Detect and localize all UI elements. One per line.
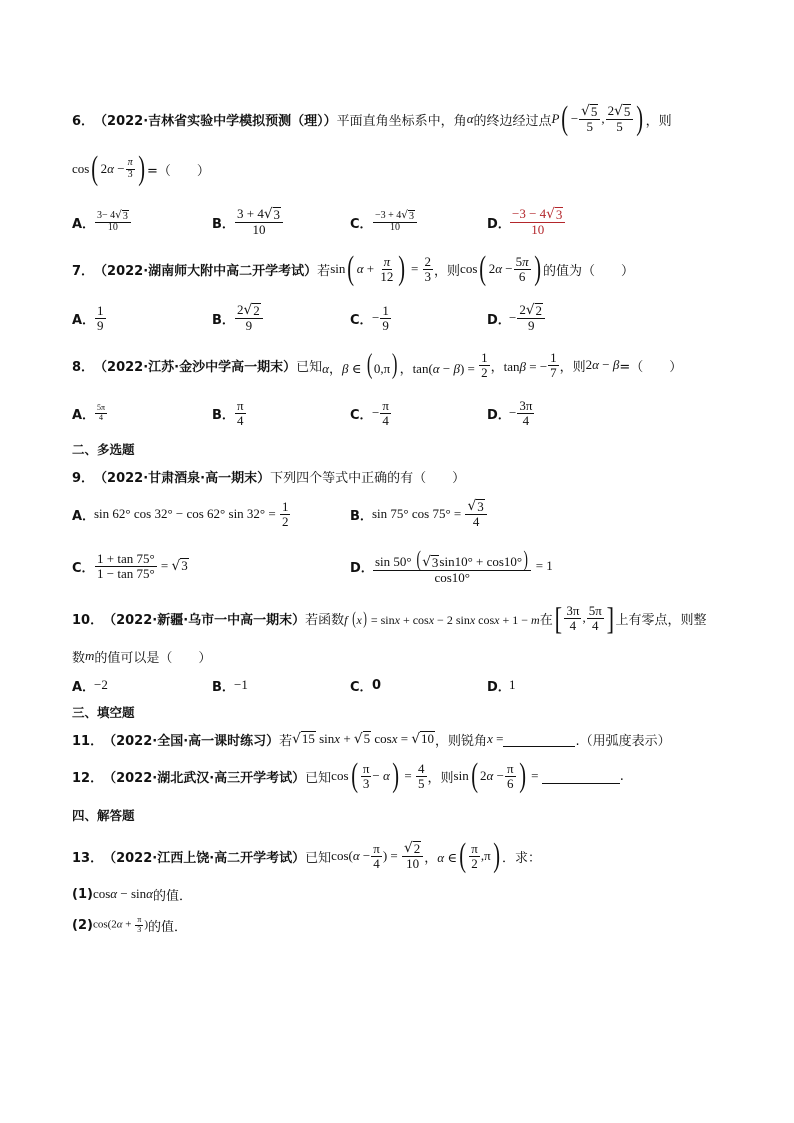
q10-stem	[72, 600, 706, 636]
q8-expr: 2α − β	[585, 357, 620, 372]
option-label: D．	[487, 216, 511, 232]
q12-answer-blank[interactable]	[542, 769, 620, 784]
q7-paren-close: )	[398, 250, 406, 287]
q10-bracket-open: [	[554, 600, 562, 636]
option-label: C．	[72, 560, 95, 576]
q6-option-c-value: −3 + 4 √ 3 10	[373, 210, 417, 234]
q8-text: 已知	[296, 359, 323, 375]
option-label: B．	[212, 312, 235, 328]
q8-number: 8．	[72, 359, 95, 375]
q13-source: （2022·江西上饶·高二开学考试）	[103, 850, 306, 866]
q10-line2b: 的值可以是（ ）	[94, 650, 212, 666]
q12-cos: cos	[331, 768, 349, 783]
option-label: B．	[212, 216, 235, 232]
q7-option-c-minus: −	[372, 310, 380, 325]
q9-option-d-fraction: sin 50° ( √ 3 sin10° + cos10°) cos10°	[373, 548, 531, 585]
option-label: D．	[350, 560, 374, 576]
q6-point-x: √ 5 5	[579, 104, 600, 134]
q13-equals: ) =	[382, 848, 402, 863]
section-multi-choice: 二、多选题	[72, 442, 135, 457]
q13-sub2-expr: cos(2α + $\frac{\pi}{3}$ )	[92, 915, 148, 934]
q11-source: （2022·全国·高一课时练习）	[103, 733, 280, 749]
q7-cos: cos	[460, 261, 478, 276]
q9-option-a-value: $\frac{1}{2}$	[281, 498, 289, 529]
q7-option-a-value: $\frac{1}{9}$	[97, 302, 104, 333]
option-label: A．	[72, 312, 96, 328]
option-label: B．	[350, 508, 373, 524]
q7-sin: sin	[330, 261, 346, 276]
q9-option-b[interactable]	[350, 496, 488, 532]
q6-option-a-value: 3− 4 √ 3 10	[95, 210, 131, 234]
q10-comma: ,	[582, 610, 586, 625]
q7-option-d[interactable]	[487, 300, 546, 336]
q10-option-d-value: 1	[509, 677, 516, 692]
q7-paren2-open: (	[479, 250, 487, 287]
q7-option-d-value: 2 √ 2 9	[517, 303, 545, 333]
q9-stem	[72, 466, 465, 486]
q7-text: 若	[317, 263, 331, 279]
q6-expression	[72, 152, 210, 186]
q11-answer-blank[interactable]	[503, 732, 575, 747]
q12-equals2: =	[527, 768, 542, 783]
q12-equals: =	[401, 768, 416, 783]
option-label: D．	[487, 679, 511, 695]
q8-one-seventh: $\frac{1}{7}$	[550, 349, 557, 380]
q6-option-d[interactable]	[487, 205, 566, 239]
q6-source: （2022·吉林省实验中学模拟预测（理））	[94, 113, 337, 129]
q6-option-a[interactable]	[72, 205, 132, 239]
option-label: D．	[487, 407, 511, 423]
q9-option-d-value: = 1	[532, 558, 553, 573]
option-label: C．	[350, 679, 373, 695]
q7-alpha: α	[356, 261, 364, 276]
q13-pi-over-4: $\frac{\pi}{4}$	[373, 840, 380, 871]
q12-paren-close: )	[392, 757, 399, 794]
q11-equation: √ 15 sinx + √ 5 cosx = √ 10	[292, 731, 435, 747]
q13-sub2-tail: 的值．	[147, 919, 187, 935]
q8-option-c[interactable]	[350, 396, 392, 430]
q10-option-b-value: −1	[234, 677, 248, 692]
q8-domain: α，β ∈ ( 0,π) ，tan(α − β) =	[322, 349, 479, 380]
q13-tail: ．求：	[502, 850, 542, 866]
option-label: A．	[72, 508, 96, 524]
q10-option-a[interactable]	[72, 675, 108, 695]
q6-point-p: P	[551, 111, 560, 126]
q8-option-b-value: $\frac{\pi}{4}$	[237, 397, 244, 428]
q12-paren-open: (	[350, 757, 358, 794]
q8-option-d[interactable]	[487, 396, 535, 430]
q12-two-alpha: 2α −	[480, 768, 504, 783]
q10-option-c[interactable]	[350, 675, 381, 695]
q6-point-y: 2 √ 5 5	[606, 104, 634, 134]
q10-line2: 数	[72, 650, 86, 666]
option-label: C．	[350, 216, 373, 232]
q6-cos: cos	[72, 161, 90, 176]
q7-option-b-value: 2 √ 2 9	[235, 303, 263, 333]
q9-option-b-value: √ 3 4	[465, 499, 486, 529]
q11-tail: .（用弧度表示）	[575, 733, 671, 749]
q13-value: √ 2 10	[402, 841, 423, 871]
q10-stem-line2	[72, 646, 211, 666]
q13-paren-open: (	[459, 837, 466, 874]
q12-tail: .	[619, 768, 624, 784]
q10-option-a-value: −2	[94, 677, 108, 692]
q6-stem	[72, 102, 672, 136]
q6-pi-over-3: $\frac{\pi}{3}$	[127, 157, 133, 180]
q9-option-b-expr: sin 75° cos 75° =	[372, 506, 465, 521]
q9-option-c-value: = √ 3	[157, 558, 188, 574]
q11-mid: ，则锐角	[435, 733, 488, 749]
q6-minus: −	[570, 111, 579, 126]
q8-stem	[72, 348, 682, 382]
q13-sub1-label: (1)	[72, 886, 93, 902]
q13-part-2	[72, 914, 187, 936]
option-label: A．	[72, 216, 96, 232]
q10-bracket-close: ]	[606, 600, 614, 636]
q8-half: $\frac{1}{2}$	[481, 349, 488, 380]
q10-option-d[interactable]	[487, 675, 516, 695]
q12-text: 已知	[305, 770, 332, 786]
q13-part-1	[72, 884, 192, 904]
q6-paren-close: )	[636, 100, 644, 137]
q10-source: （2022·新疆·乌市一中高一期末）	[103, 612, 306, 628]
q8-tail: ，则	[559, 359, 586, 375]
q10-function: f (x) = sinx + cosx − 2 sinx cosx + 1 − m	[344, 607, 540, 628]
q12-pi-over-3: $\frac{\pi}{3}$	[362, 760, 370, 791]
q11-text: 若	[279, 733, 293, 749]
q9-option-c-fraction: $\frac{1 + \tan 75^\circ}{1 - \tan 75^\circ}$	[97, 550, 155, 581]
q12-pi-over-6: $\frac{\pi}{6}$	[506, 760, 514, 791]
q10-m: m	[85, 648, 95, 663]
q12-four-fifths: $\frac{4}{5}$	[418, 760, 425, 791]
option-label: C．	[350, 312, 373, 328]
q7-mid: ，则	[434, 263, 461, 279]
q7-option-c[interactable]	[350, 300, 392, 336]
q13-cos: cos(α −	[331, 848, 371, 863]
q10-number: 10．	[72, 612, 104, 628]
q12-paren2-open: (	[470, 757, 478, 794]
q13-domain: ，α ∈	[424, 849, 457, 865]
q7-equals: =	[407, 261, 422, 276]
q13-stem	[72, 838, 541, 874]
q8-ask: =（ ）	[619, 359, 683, 375]
q12-sin: sin	[453, 768, 469, 783]
q13-sub2-label: (2)	[72, 917, 93, 933]
q10-mid: 在	[539, 612, 553, 628]
q11-stem	[72, 728, 671, 750]
q8-option-d-minus: −	[509, 405, 517, 420]
q10-text: 若函数	[305, 612, 345, 628]
q13-sub1-tail: 的值．	[152, 888, 192, 904]
q7-option-d-minus: −	[509, 310, 517, 325]
option-label: B．	[212, 679, 235, 695]
q6-option-b[interactable]	[212, 205, 284, 239]
q12-mid: ，则	[427, 770, 454, 786]
q6-option-d-value: −3 − 4 √ 3 10	[510, 207, 565, 237]
q6-number: 6．	[72, 113, 95, 129]
q10-5pi-over-4: $\frac{5\pi}{4}$	[588, 602, 602, 633]
q8-option-c-minus: −	[372, 405, 380, 420]
q12-stem	[72, 758, 624, 794]
q9-text: 下列四个等式中正确的有（ ）	[270, 470, 466, 486]
q6-ask: =（ ）	[146, 163, 210, 179]
q6-comma: ,	[601, 111, 605, 126]
q12-number: 12．	[72, 770, 104, 786]
q13-paren-close: )	[492, 837, 500, 874]
q12-paren2-close: )	[518, 757, 526, 794]
q9-option-a[interactable]	[72, 496, 291, 532]
q8-tan-beta: ，tanβ = −	[490, 358, 548, 374]
q8-option-b[interactable]	[212, 396, 247, 430]
q6-text2: 的终边经过点	[473, 113, 552, 129]
q7-tail: 的值为（ ）	[542, 263, 634, 279]
q12-source: （2022·湖北武汉·高三开学考试）	[103, 770, 306, 786]
q6-expr-paren-close: )	[137, 150, 145, 187]
q7-option-a[interactable]	[72, 300, 107, 336]
q6-paren-open: (	[561, 100, 569, 137]
q11-number: 11．	[72, 733, 104, 749]
q13-pi-over-2: $\frac{\pi}{2}$	[471, 840, 478, 871]
q7-plus: +	[363, 261, 378, 276]
q9-option-c[interactable]	[72, 546, 189, 586]
q10-option-b[interactable]	[212, 675, 248, 695]
q7-5pi-over-6: $\frac{5\pi}{6}$	[515, 253, 529, 284]
section-fill-in: 三、填空题	[72, 705, 135, 720]
q7-two-alpha: 2α −	[488, 261, 513, 276]
section-solve: 四、解答题	[72, 808, 135, 823]
q8-option-a[interactable]	[72, 396, 108, 430]
q9-option-d[interactable]	[350, 544, 553, 588]
q10-option-c-value: 0	[372, 677, 382, 693]
q7-option-b[interactable]	[212, 300, 264, 336]
q10-tail: 上有零点，则整	[615, 612, 707, 628]
option-label: B．	[212, 407, 235, 423]
q6-two-alpha: 2α −	[100, 161, 125, 176]
q7-paren2-close: )	[533, 250, 541, 287]
q7-option-c-value: $\frac{1}{9}$	[382, 302, 389, 333]
q7-two-thirds: $\frac{2}{3}$	[424, 253, 432, 284]
option-label: C．	[350, 407, 373, 423]
q6-alpha: α	[466, 111, 474, 126]
q6-expr-paren-open: (	[91, 150, 99, 187]
q6-option-b-value: 3 + 4 √ 3 10	[235, 207, 283, 237]
q11-x: x =	[487, 731, 504, 746]
q13-pi: ,π	[480, 848, 491, 863]
q6-tail: ，则	[645, 113, 672, 129]
q6-text: 平面直角坐标系中，角	[336, 113, 467, 129]
q7-source: （2022·湖南师大附中高二开学考试）	[94, 263, 318, 279]
q13-text: 已知	[305, 850, 332, 866]
q6-option-c[interactable]	[350, 205, 418, 239]
option-label: A．	[72, 679, 96, 695]
q9-source: （2022·甘肃酒泉·高一期末）	[94, 470, 271, 486]
q13-number: 13．	[72, 850, 104, 866]
q13-sub1-expr: cosα − sinα	[92, 886, 153, 901]
q9-option-a-expr: sin 62° cos 32° − cos 62° sin 32° =	[94, 506, 279, 521]
q8-option-a-value: $\frac{5\pi}{4}$	[97, 403, 106, 422]
option-label: D．	[487, 312, 511, 328]
q8-source: （2022·江苏·金沙中学高一期末）	[94, 359, 297, 375]
q7-paren-open: (	[347, 250, 355, 287]
q9-number: 9．	[72, 470, 95, 486]
option-label: A．	[72, 407, 96, 423]
q8-option-c-value: $\frac{\pi}{4}$	[382, 397, 389, 428]
q7-number: 7．	[72, 263, 95, 279]
q8-option-d-value: $\frac{3\pi}{4}$	[519, 397, 533, 428]
q7-stem	[72, 252, 634, 286]
q7-pi-over-12: $\frac{\pi}{12}$	[380, 253, 394, 284]
q10-3pi-over-4: $\frac{3\pi}{4}$	[566, 602, 580, 633]
q12-minus-alpha: − α	[372, 768, 390, 783]
